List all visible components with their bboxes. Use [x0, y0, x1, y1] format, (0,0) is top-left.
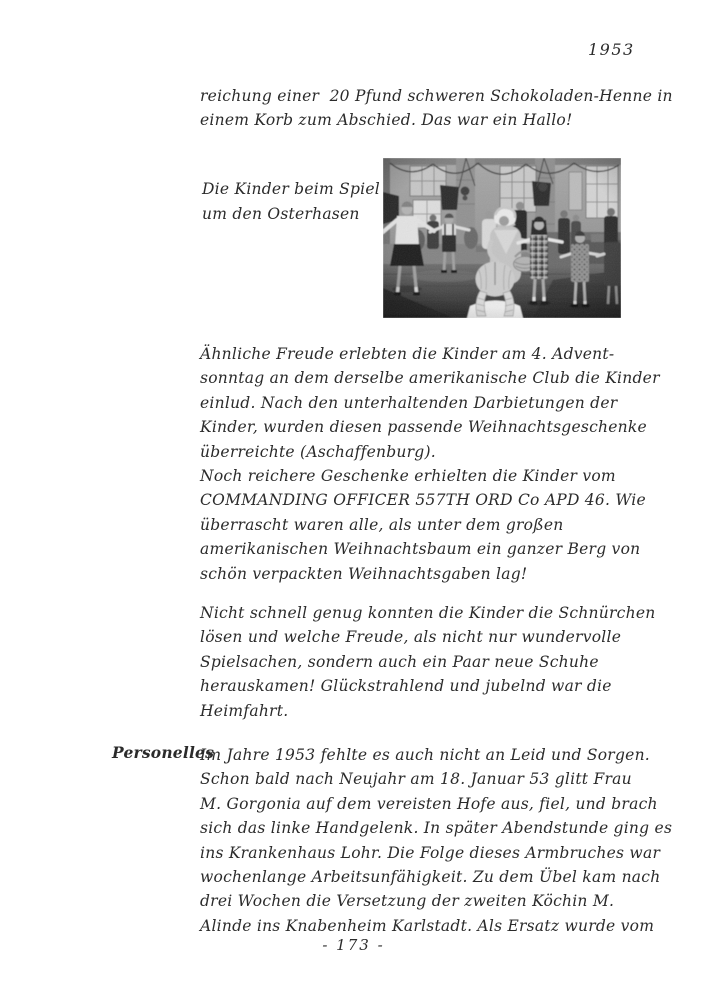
text-line: sich das linke Handgelenk. In später Abendstunde ging es	[200, 819, 673, 838]
paragraph-personnel	[200, 743, 672, 938]
text-line: Heimfahrt.	[200, 701, 289, 720]
text-line: wochenlange Arbeitsunfähigkeit. Zu dem Übel kam nach	[200, 868, 661, 887]
page-number: - 173 -	[322, 936, 385, 954]
text-line: amerikanischen Weihnachtsbaum ein ganzer Berg von	[200, 540, 641, 559]
year-header: 1953	[588, 40, 635, 59]
text-line: sonntag an dem derselbe amerikanische Club die Kinder	[200, 369, 660, 388]
photo-image	[383, 158, 621, 318]
text-line: überrascht waren alle, als unter dem großen	[200, 515, 564, 534]
text-line: Noch reichere Geschenke erhielten die Kinder vom	[200, 467, 616, 486]
text-line: Die Kinder beim Spiel	[202, 180, 380, 198]
text-line: Kinder, wurden diesen passende Weihnachtsgeschenke	[200, 418, 647, 437]
text-line: Nicht schnell genug konnten die Kinder die Schnürchen	[200, 604, 656, 622]
text-line: ins Krankenhaus Lohr. Die Folge dieses Armbruches war	[200, 843, 661, 862]
text-line: Ähnliche Freude erlebten die Kinder am 4. Advent-	[200, 345, 615, 363]
text-line: einlud. Nach den unterhaltenden Darbietungen der	[200, 393, 618, 412]
text-line: schön verpackten Weihnachtsgaben lag!	[200, 564, 528, 583]
text-line: Spielsachen, sondern auch ein Paar neue Schuhe	[200, 652, 599, 671]
text-line: Schon bald nach Neujahr am 18. Januar 53 glitt Frau	[200, 770, 632, 789]
text-line: M. Gorgonia auf dem vereisten Hofe aus, fiel, und brach	[200, 794, 658, 813]
paragraph-advent-gifts	[200, 342, 660, 586]
text-line: COMMANDING OFFICER 557TH ORD Co APD 46. Wie	[200, 491, 646, 510]
text-line: Alinde ins Knabenheim Karlstadt. Als Ersatz wurde vom	[200, 916, 655, 935]
paragraph-chocolate-hen	[200, 84, 673, 133]
photo-caption	[202, 177, 380, 227]
text-line: einem Korb zum Abschied. Das war ein Hallo!	[200, 111, 573, 130]
text-line: drei Wochen die Versetzung der zweiten Köchin M.	[200, 892, 615, 911]
paragraph-unwrapping	[200, 601, 656, 723]
text-line: um den Osterhasen	[202, 205, 360, 223]
text-line: überreichte (Aschaffenburg).	[200, 442, 436, 461]
photo-children-osterhase	[383, 158, 621, 318]
text-line: herauskamen! Glückstrahlend und jubelnd war die	[200, 677, 612, 696]
text-line: Im Jahre 1953 fehlte es auch nicht an Leid und Sorgen.	[200, 746, 650, 764]
text-line: lösen und welche Freude, als nicht nur wundervolle	[200, 628, 622, 647]
text-line: reichung einer 20 Pfund schweren Schokoladen-Henne in	[200, 87, 673, 105]
section-label-personelles: Personelles	[112, 743, 215, 762]
